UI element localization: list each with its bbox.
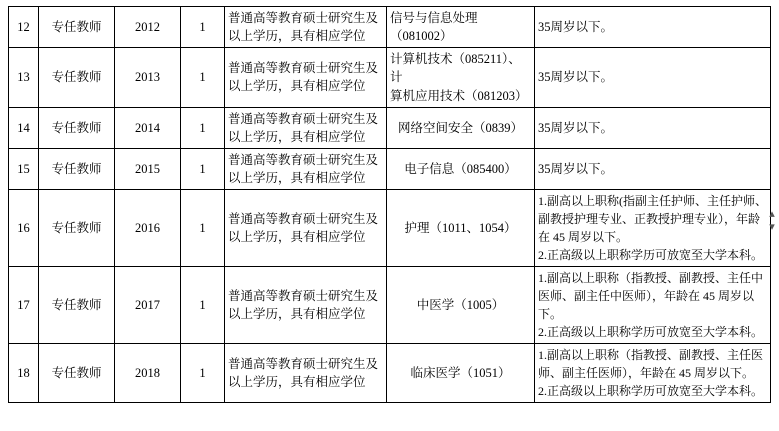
table-row [9, 107, 771, 148]
age-line: 35周岁以下。 [538, 20, 614, 35]
table-body [9, 7, 771, 403]
cell-no: 17 [9, 267, 39, 344]
cell-major [387, 267, 535, 344]
cell-age [535, 344, 771, 403]
cell-education [225, 107, 387, 148]
cell-education [225, 7, 387, 48]
major-line: 中医学（1005） [416, 298, 505, 313]
age-line: 1.副高以上职称（指教授、副教授、主任医 [538, 348, 764, 363]
cell-num: 1 [181, 344, 225, 403]
cell-num: 1 [181, 267, 225, 344]
cell-no: 18 [9, 344, 39, 403]
education-line: 普通高等教育硕士研究生及 [228, 357, 379, 371]
scroll-up-icon[interactable]: ▴ [769, 208, 775, 220]
major-line: 电子信息（085400） [404, 161, 517, 176]
scroll-down-icon[interactable]: ▾ [769, 221, 775, 233]
major-line: 计算机技术（085211）、计 [390, 52, 521, 85]
cell-code: 2012 [115, 7, 181, 48]
age-line: 35周岁以下。 [538, 70, 614, 85]
education-line: 以上学历，具有相应学位 [228, 29, 366, 44]
cell-code: 2013 [115, 48, 181, 107]
age-line: 下。 [538, 307, 563, 322]
education-line: 以上学历，具有相应学位 [228, 307, 366, 322]
education-line: 普通高等教育硕士研究生及 [228, 61, 379, 76]
table-row [9, 267, 771, 344]
cell-major [387, 48, 535, 107]
cell-post: 专任教师 [39, 267, 115, 344]
cell-education [225, 344, 387, 403]
cell-no: 15 [9, 148, 39, 189]
cell-age [535, 148, 771, 189]
education-line: 普通高等教育硕士研究生及 [228, 111, 379, 126]
table-row [9, 7, 771, 48]
age-line: 医师、副主任中医师），年龄在 45 周岁以 [538, 289, 755, 304]
cell-major [387, 344, 535, 403]
age-line: 2.正高级以上职称学历可放宽至大学本科。 [538, 248, 764, 263]
cell-major [387, 190, 535, 267]
cell-post: 专任教师 [39, 190, 115, 267]
cell-code: 2016 [115, 190, 181, 267]
cell-no: 14 [9, 107, 39, 148]
cell-post: 专任教师 [39, 7, 115, 48]
cell-code: 2015 [115, 148, 181, 189]
scrollbar[interactable] [766, 208, 778, 234]
cell-age [535, 48, 771, 107]
age-line: 35周岁以下。 [538, 161, 614, 176]
age-line: 2.正高级以上职称学历可放宽至大学本科。 [538, 384, 764, 399]
education-line: 以上学历，具有相应学位 [228, 79, 366, 94]
age-line: 2.正高级以上职称学历可放宽至大学本科。 [538, 325, 764, 340]
major-line: 护理（1011、1054） [404, 221, 517, 236]
cell-no: 16 [9, 190, 39, 267]
education-line: 以上学历，具有相应学位 [228, 171, 366, 185]
cell-post: 专任教师 [39, 344, 115, 403]
cell-education [225, 190, 387, 267]
table-row [9, 48, 771, 107]
education-line: 普通高等教育硕士研究生及 [228, 11, 379, 25]
education-line: 以上学历，具有相应学位 [228, 129, 366, 144]
cell-education [225, 48, 387, 107]
cell-num: 1 [181, 148, 225, 189]
major-line: 算机应用技术（081203） [390, 88, 528, 103]
cell-education [225, 148, 387, 189]
age-line: 35周岁以下。 [538, 120, 614, 135]
cell-post: 专任教师 [39, 107, 115, 148]
cell-major [387, 148, 535, 189]
education-line: 以上学历，具有相应学位 [228, 230, 366, 245]
cell-age [535, 190, 771, 267]
cell-post: 专任教师 [39, 148, 115, 189]
age-line: 1.副高以上职称（指教授、副教授、主任中 [538, 271, 764, 286]
education-line: 以上学历，具有相应学位 [228, 375, 366, 390]
cell-age [535, 107, 771, 148]
cell-major [387, 7, 535, 48]
cell-code: 2018 [115, 344, 181, 403]
cell-num: 1 [181, 190, 225, 267]
recruitment-table [8, 6, 771, 403]
cell-no: 12 [9, 7, 39, 48]
cell-num: 1 [181, 107, 225, 148]
major-line: 临床医学（1051） [410, 366, 511, 381]
cell-num: 1 [181, 48, 225, 107]
cell-major [387, 107, 535, 148]
table-row [9, 190, 771, 267]
education-line: 普通高等教育硕士研究生及 [228, 289, 379, 303]
education-line: 普通高等教育硕士研究生及 [228, 152, 379, 167]
cell-no: 13 [9, 48, 39, 107]
cell-age [535, 7, 771, 48]
major-line: 信号与信息处理（081002） [390, 11, 478, 44]
major-line: 网络空间安全（0839） [397, 120, 523, 135]
cell-education [225, 267, 387, 344]
cell-code: 2014 [115, 107, 181, 148]
age-line: 在 45 周岁以下。 [538, 230, 629, 245]
education-line: 普通高等教育硕士研究生及 [228, 212, 379, 226]
cell-code: 2017 [115, 267, 181, 344]
age-line: 副教授护理专业、正教授护理专业），年龄 [538, 212, 761, 227]
document-page [0, 6, 779, 431]
cell-post: 专任教师 [39, 48, 115, 107]
age-line: 1.副高以上职称(指副主任护师、主任护师、 [538, 194, 767, 209]
cell-num: 1 [181, 7, 225, 48]
table-row [9, 344, 771, 403]
cell-age [535, 267, 771, 344]
table-row [9, 148, 771, 189]
age-line: 师、副主任医师），年龄在 45 周岁以下。 [538, 366, 755, 381]
